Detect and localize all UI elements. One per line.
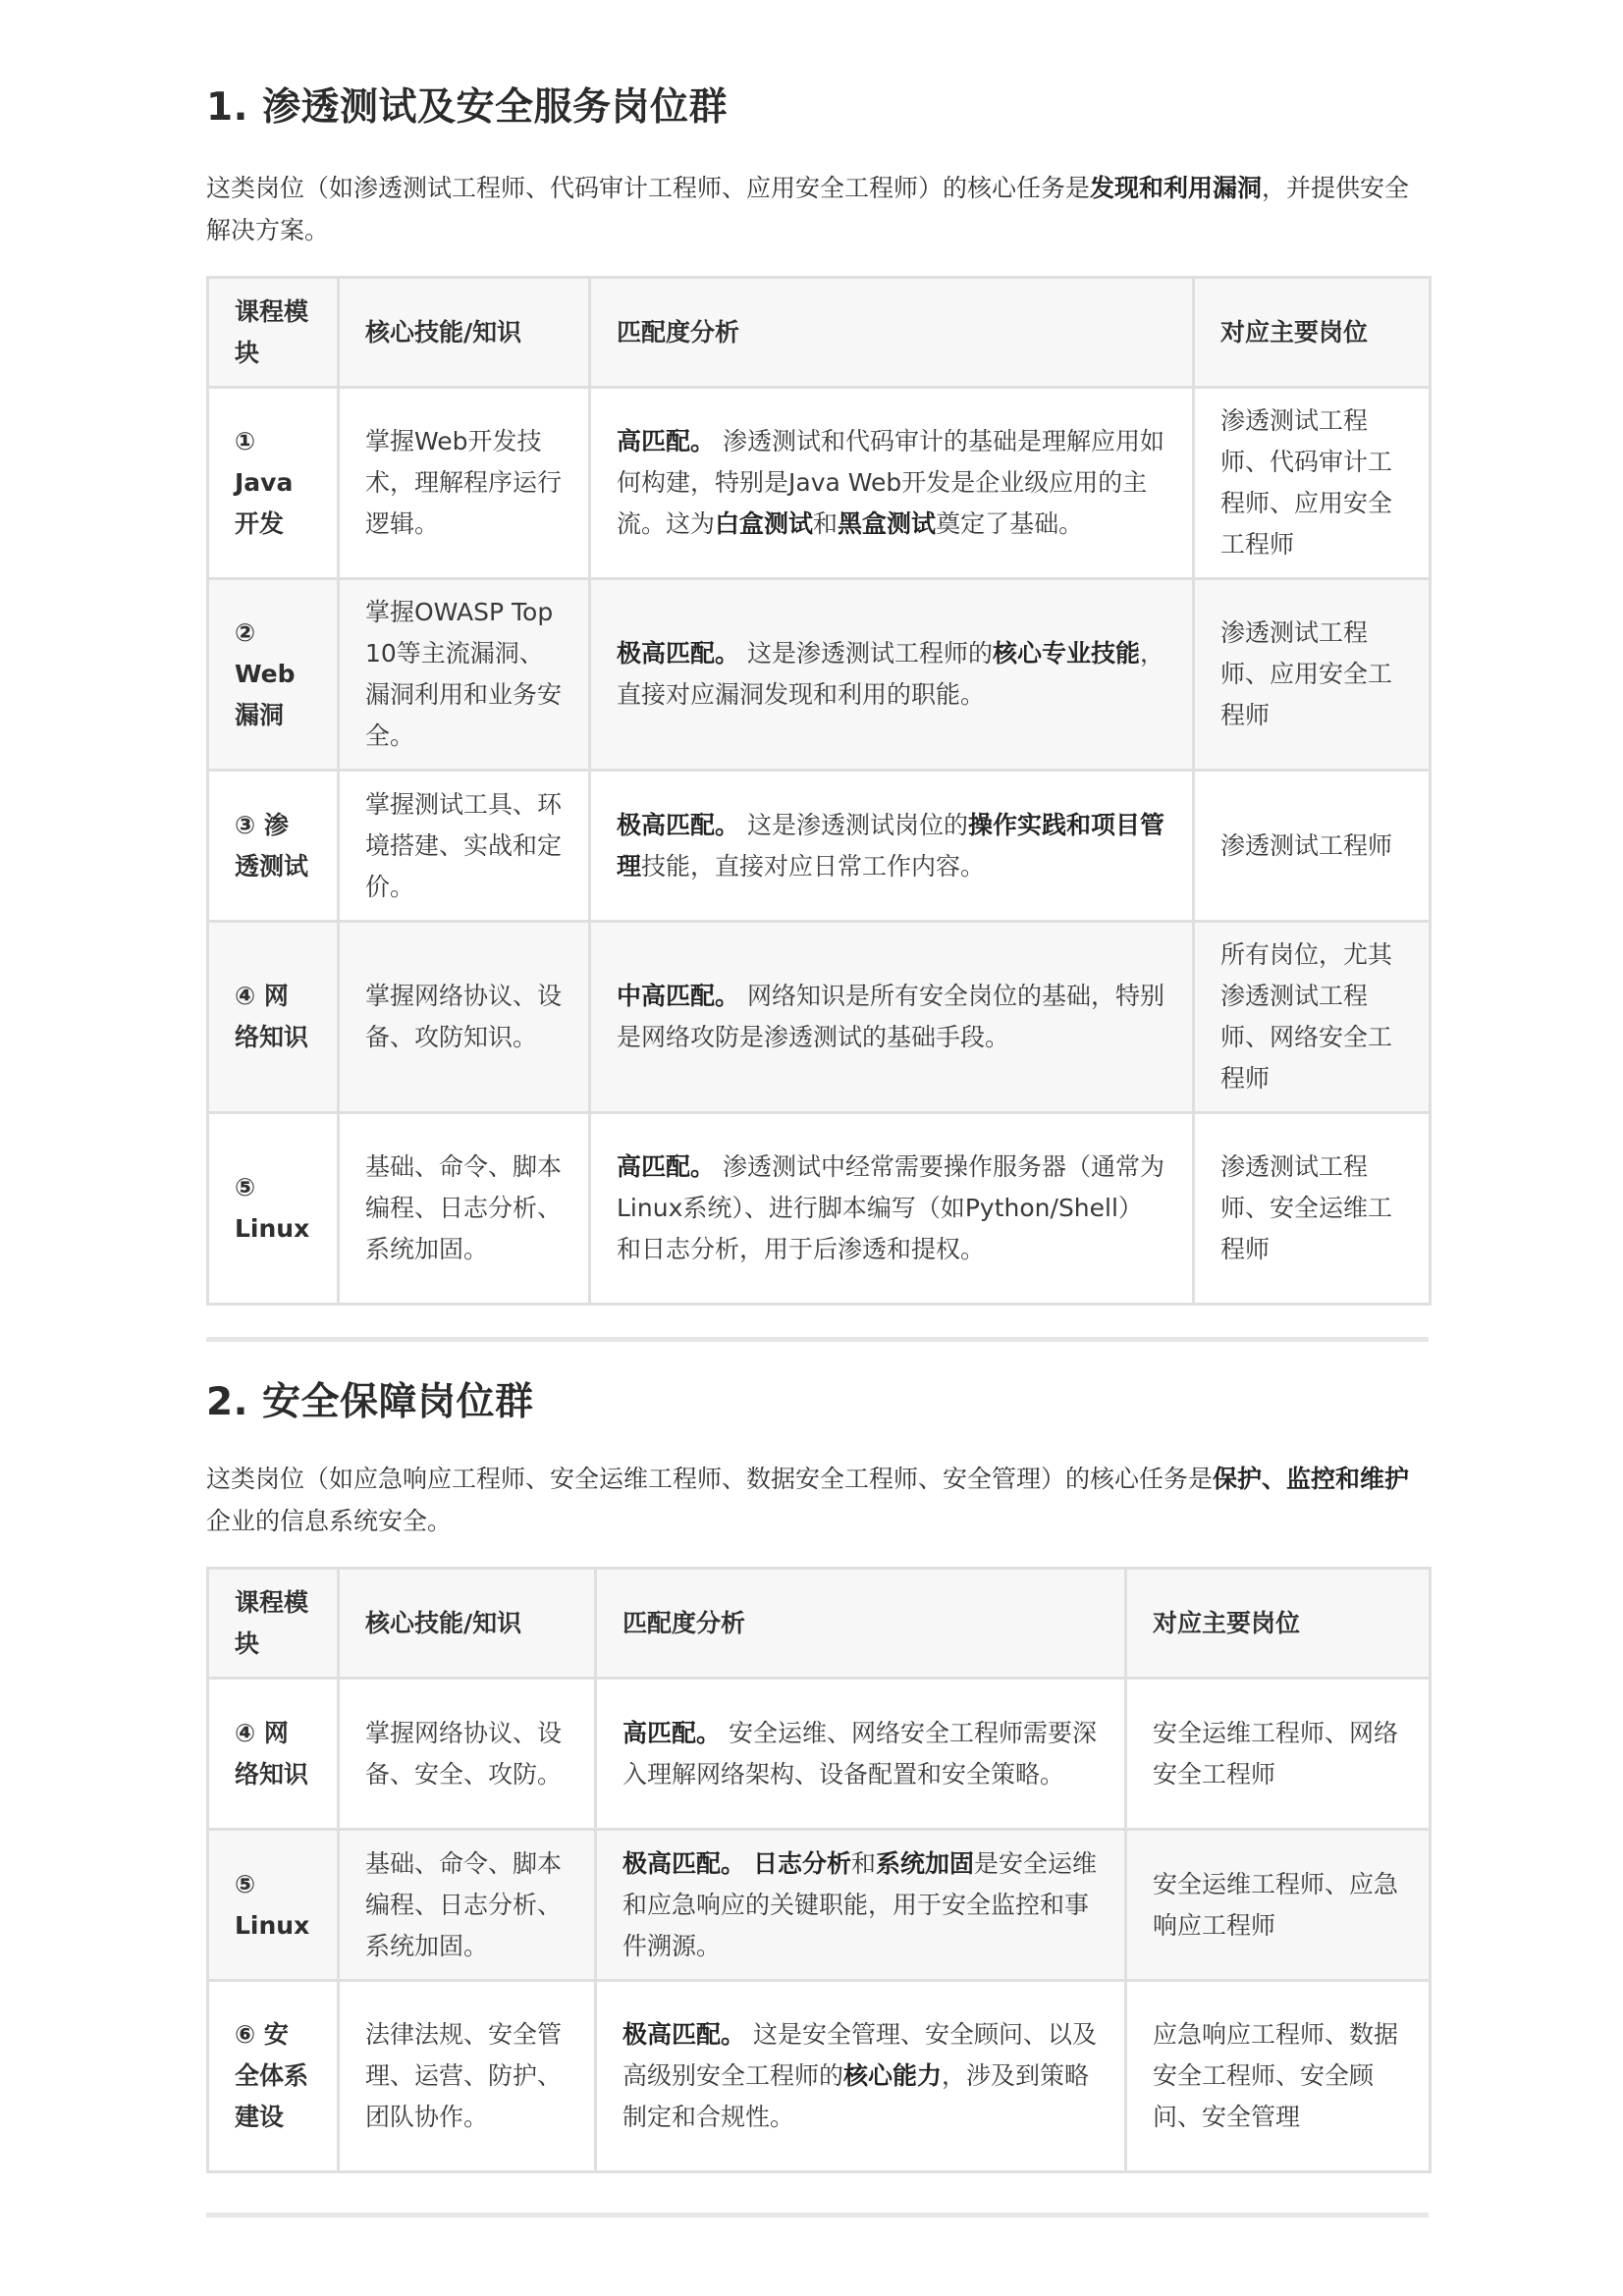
module-cell: ④ 网络知识 bbox=[208, 922, 339, 1113]
text-run: 安全运维、网络安全工程师需要深入理解网络架构、设备配置和安全策略。 bbox=[622, 1718, 1097, 1789]
text-run: 和 bbox=[850, 1848, 876, 1878]
roles-cell: 渗透测试工程师 bbox=[1194, 771, 1431, 922]
bold-text: 高匹配。 bbox=[617, 1152, 716, 1181]
section-security-assurance bbox=[206, 1377, 1429, 2173]
bold-text: 极高匹配。 bbox=[617, 810, 740, 839]
header-analysis: 匹配度分析 bbox=[590, 278, 1194, 388]
bold-text: 保护、监控和维护 bbox=[1213, 1465, 1410, 1493]
skills-cell: 掌握网络协议、设备、安全、攻防。 bbox=[339, 1679, 596, 1830]
analysis-cell bbox=[596, 1679, 1126, 1830]
text-run: 这类岗位（如应急响应工程师、安全运维工程师、数据安全工程师、安全管理）的核心任务是 bbox=[206, 1465, 1214, 1493]
roles-cell: 安全运维工程师、网络安全工程师 bbox=[1126, 1679, 1431, 1830]
skills-cell: 掌握OWASP Top 10等主流漏洞、漏洞利用和业务安全。 bbox=[339, 579, 590, 771]
text-run: ，直接对应漏洞发现和利用的职能。 bbox=[617, 639, 1164, 709]
text-run: 网络知识是所有安全岗位的基础，特别是网络攻防是渗透测试的基础手段。 bbox=[617, 982, 1164, 1051]
analysis-cell bbox=[590, 771, 1194, 922]
text-run: 是安全运维和应急响应的关键职能，用于安全监控和事件溯源。 bbox=[622, 1848, 1098, 1960]
analysis-cell bbox=[590, 579, 1194, 771]
table-row bbox=[208, 1679, 1431, 1830]
table-row bbox=[208, 579, 1431, 771]
text-run: ，涉及到策略制定和合规性。 bbox=[622, 2061, 1090, 2131]
module-cell: ② Web漏洞 bbox=[208, 579, 339, 771]
section-divider bbox=[206, 1337, 1429, 1342]
text-run bbox=[745, 1849, 753, 1878]
analysis-cell bbox=[590, 388, 1194, 579]
header-roles: 对应主要岗位 bbox=[1126, 1569, 1431, 1679]
text-run: 奠定了基础。 bbox=[936, 509, 1084, 538]
bold-text: 极高匹配。 bbox=[617, 639, 740, 667]
analysis-cell bbox=[596, 1830, 1126, 1981]
analysis-cell bbox=[590, 922, 1194, 1113]
bold-text: 核心能力 bbox=[843, 2061, 943, 2090]
text-run: 这是安全管理、安全顾问、以及高级别安全工程师的 bbox=[622, 2020, 1097, 2090]
header-module: 课程模块 bbox=[208, 278, 339, 388]
skills-cell: 基础、命令、脚本编程、日志分析、系统加固。 bbox=[339, 1113, 590, 1305]
bold-text: 白盒测试 bbox=[715, 509, 814, 538]
section-penetration-testing bbox=[206, 82, 1429, 1306]
text-run: 渗透测试中经常需要操作服务器（通常为Linux系统）、进行脚本编写（如Python/Shell）和日志分析，用于后渗透和提权。 bbox=[617, 1152, 1164, 1263]
text-run: 这类岗位（如渗透测试工程师、代码审计工程师、应用安全工程师）的核心任务是 bbox=[206, 174, 1091, 202]
bold-text: 高匹配。 bbox=[622, 1718, 722, 1747]
module-cell: ③ 渗透测试 bbox=[208, 771, 339, 922]
bold-text: 日志分析 bbox=[752, 1848, 851, 1878]
section-title: 2. 安全保障岗位群 bbox=[206, 1380, 534, 1424]
bold-text: 系统加固 bbox=[876, 1848, 975, 1878]
section-intro bbox=[206, 1458, 1429, 1542]
analysis-cell bbox=[590, 1113, 1194, 1305]
table-row bbox=[208, 1830, 1431, 1981]
header-skills: 核心技能/知识 bbox=[339, 1569, 596, 1679]
table-header-row bbox=[208, 1569, 1431, 1679]
roles-cell: 安全运维工程师、应急响应工程师 bbox=[1126, 1830, 1431, 1981]
bold-text: 高匹配。 bbox=[617, 427, 716, 455]
roles-cell: 所有岗位，尤其渗透测试工程师、网络安全工程师 bbox=[1194, 922, 1431, 1113]
text-run: 和 bbox=[813, 509, 839, 538]
module-cell: ④ 网络知识 bbox=[208, 1679, 339, 1830]
header-module: 课程模块 bbox=[208, 1569, 339, 1679]
module-cell: ⑤ Linux bbox=[208, 1830, 339, 1981]
module-cell: ⑤ Linux bbox=[208, 1113, 339, 1305]
section-divider bbox=[206, 2213, 1429, 2217]
table-row bbox=[208, 1981, 1431, 2172]
bold-text: 中高匹配。 bbox=[617, 982, 740, 1010]
bold-text: 发现和利用漏洞 bbox=[1090, 174, 1263, 202]
skills-cell: 基础、命令、脚本编程、日志分析、系统加固。 bbox=[339, 1830, 596, 1981]
bold-text: 极高匹配。 bbox=[622, 1848, 746, 1878]
analysis-cell bbox=[596, 1981, 1126, 2172]
header-skills: 核心技能/知识 bbox=[339, 278, 590, 388]
text-run: 渗透测试和代码审计的基础是理解应用如何构建，特别是Java Web开发是企业级应用的主流。这为 bbox=[617, 427, 1164, 538]
text-run: 技能，直接对应日常工作内容。 bbox=[641, 851, 986, 881]
table-row bbox=[208, 771, 1431, 922]
skills-cell: 法律法规、安全管理、运营、防护、团队协作。 bbox=[339, 1981, 596, 2172]
skills-cell: 掌握网络协议、设备、攻防知识。 bbox=[339, 922, 590, 1113]
skills-cell: 掌握Web开发技术，理解程序运行逻辑。 bbox=[339, 388, 590, 579]
text-run: 这是渗透测试岗位的 bbox=[739, 810, 968, 839]
text-run: ，并提供安全解决方案。 bbox=[206, 174, 1410, 244]
table-row bbox=[208, 1113, 1431, 1305]
header-analysis: 匹配度分析 bbox=[596, 1569, 1126, 1679]
text-run: 企业的信息系统安全。 bbox=[206, 1507, 453, 1535]
bold-text: 核心专业技能 bbox=[992, 639, 1140, 667]
module-cell: ⑥ 安全体系建设 bbox=[208, 1981, 339, 2172]
roles-cell: 应急响应工程师、数据安全工程师、安全顾问、安全管理 bbox=[1126, 1981, 1431, 2172]
header-roles: 对应主要岗位 bbox=[1194, 278, 1431, 388]
table-row bbox=[208, 388, 1431, 579]
bold-text: 黑盒测试 bbox=[838, 509, 937, 538]
table-row bbox=[208, 922, 1431, 1113]
skills-cell: 掌握测试工具、环境搭建、实战和定价。 bbox=[339, 771, 590, 922]
table-header-row bbox=[208, 278, 1431, 388]
module-cell: ① Java开发 bbox=[208, 388, 339, 579]
roles-cell: 渗透测试工程师、应用安全工程师 bbox=[1194, 579, 1431, 771]
section-intro bbox=[206, 167, 1429, 251]
course-match-table bbox=[206, 276, 1432, 1306]
roles-cell: 渗透测试工程师、安全运维工程师 bbox=[1194, 1113, 1431, 1305]
bold-text: 操作实践和项目管理 bbox=[617, 810, 1164, 881]
roles-cell: 渗透测试工程师、代码审计工程师、应用安全工程师 bbox=[1194, 388, 1431, 579]
course-match-table bbox=[206, 1567, 1432, 2173]
bold-text: 极高匹配。 bbox=[622, 2020, 746, 2049]
section-title: 1. 渗透测试及安全服务岗位群 bbox=[206, 85, 729, 130]
text-run: 这是渗透测试工程师的 bbox=[739, 639, 993, 667]
